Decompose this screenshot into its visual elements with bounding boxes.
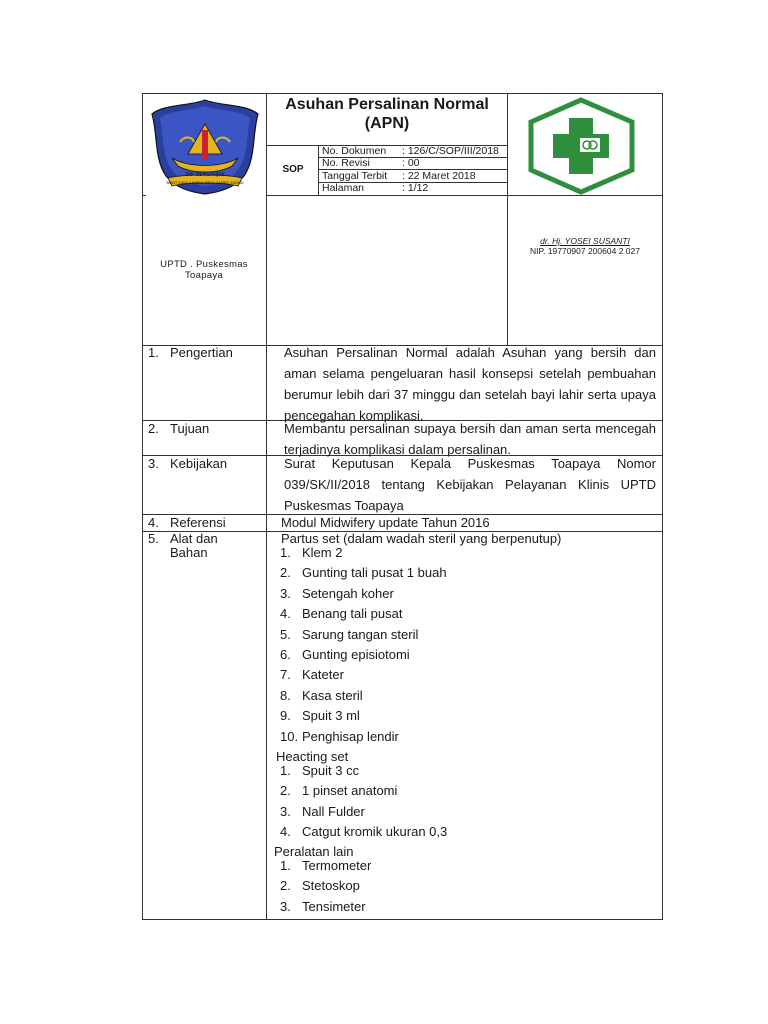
list-item-number: 2. bbox=[280, 878, 291, 894]
label-line: Alat dan bbox=[170, 531, 218, 546]
list-item bbox=[280, 586, 447, 606]
list-item-text: Spuit 3 cc bbox=[302, 763, 360, 778]
list-item bbox=[280, 688, 447, 708]
svg-text:BUKIT SAKA SAMBUL DESA SAMBU S: BUKIT SAKA SAMBUL DESA SAMBU SUSEDI bbox=[166, 181, 244, 185]
list-item-text: Kateter bbox=[302, 667, 344, 683]
list-item-text: Kasa steril bbox=[302, 687, 363, 703]
list-item-text: Benang tali pusat bbox=[302, 606, 403, 622]
list-item-number: 3. bbox=[280, 898, 291, 914]
list-item bbox=[280, 804, 447, 824]
meta-row bbox=[322, 183, 428, 194]
section-label-kebijakan bbox=[148, 457, 227, 471]
list-item-number: 5. bbox=[280, 626, 291, 642]
peralatan-lain-list bbox=[280, 858, 371, 919]
list-item bbox=[280, 545, 447, 565]
organization-name: UPTD . Puskesmas Toapaya bbox=[160, 259, 248, 281]
list-item-text: Catgut kromik ukuran 0,3 bbox=[302, 824, 448, 840]
list-item bbox=[280, 878, 371, 898]
list-item-number: 10. bbox=[280, 728, 299, 744]
meta-value: : 126/C/SOP/III/2018 bbox=[402, 145, 499, 157]
list-item-number: 1. bbox=[280, 545, 291, 560]
list-item bbox=[280, 606, 447, 626]
list-item bbox=[280, 729, 447, 749]
heacting-set-heading: Heacting set bbox=[276, 749, 349, 764]
list-item-number: 3. bbox=[280, 803, 291, 819]
list-item-number: 8. bbox=[280, 687, 291, 703]
label-line: Bahan bbox=[170, 545, 208, 560]
meta-value: : 00 bbox=[402, 157, 420, 169]
list-item-text: Nall Fulder bbox=[302, 803, 365, 819]
list-item-number: 1. bbox=[280, 858, 291, 873]
list-item bbox=[280, 824, 447, 844]
table-divider bbox=[318, 145, 319, 195]
section-number: 5. bbox=[148, 531, 159, 546]
peralatan-lain-heading: Peralatan lain bbox=[274, 844, 354, 859]
partus-set-heading: Partus set (dalam wadah steril yang berpenutup) bbox=[281, 531, 562, 546]
list-item-number: 1. bbox=[280, 763, 291, 778]
section-label-alat-bahan bbox=[148, 532, 218, 560]
meta-key: No. Dokumen bbox=[322, 145, 387, 157]
meta-row bbox=[322, 171, 476, 182]
puskesmas-logo bbox=[524, 96, 639, 196]
partus-set-list bbox=[280, 545, 447, 749]
section-text-pengertian: Asuhan Persalinan Normal adalah Asuhan yang bersih dan aman selama pengeluaran hasil konsepsi setelah pembuahan berumur lebih dari 37 minggu dan setelah bayi lahir serta upaya pencegahan komplikasi. bbox=[284, 345, 656, 423]
list-item-text: Setengah koher bbox=[302, 585, 394, 601]
list-item bbox=[280, 858, 371, 878]
section-text-referensi: Modul Midwifery update Tahun 2016 bbox=[281, 515, 490, 530]
list-item bbox=[280, 647, 447, 667]
list-item-text: Gunting episiotomi bbox=[302, 646, 410, 662]
list-item-text: 1 pinset anatomi bbox=[302, 783, 398, 799]
list-item-number: 4. bbox=[280, 824, 291, 840]
section-text-tujuan: Membantu persalinan supaya bersih dan aman serta mencegah terjadinya komplikasi dalam persalinan. bbox=[284, 421, 656, 457]
section-label-text: Pengertian bbox=[170, 345, 233, 360]
sop-label: SOP bbox=[282, 164, 304, 175]
section-label-pengertian bbox=[148, 346, 233, 360]
list-item-text: Penghisap lendir bbox=[302, 728, 399, 744]
list-item bbox=[280, 763, 447, 783]
section-number: 4. bbox=[148, 515, 159, 530]
list-item-text: Spuit 3 ml bbox=[302, 708, 360, 724]
list-item-number: 3. bbox=[280, 585, 291, 601]
list-item-text: Termometer bbox=[302, 858, 372, 873]
list-item bbox=[280, 708, 447, 728]
signer-block bbox=[510, 236, 660, 256]
section-label-text: Tujuan bbox=[170, 421, 210, 436]
heacting-set-list bbox=[280, 763, 447, 845]
svg-text:TAK BERGANJAK: TAK BERGANJAK bbox=[184, 172, 226, 178]
list-item-text: Tensimeter bbox=[302, 898, 366, 914]
signer-nip: NIP. 19770907 200604 2 027 bbox=[530, 246, 640, 256]
list-item-number: 6. bbox=[280, 646, 291, 662]
section-label-tujuan bbox=[148, 422, 209, 436]
meta-row bbox=[322, 158, 420, 169]
section-number: 1. bbox=[148, 345, 159, 360]
section-label-referensi bbox=[148, 516, 226, 530]
meta-value: : 22 Maret 2018 bbox=[402, 170, 476, 182]
list-item-number: 4. bbox=[280, 606, 291, 622]
document-title: Asuhan Persalinan Normal (APN) bbox=[285, 96, 489, 132]
meta-key: No. Revisi bbox=[322, 157, 370, 169]
section-label-text: Kebijakan bbox=[170, 456, 228, 471]
list-item-text: Gunting tali pusat 1 buah bbox=[302, 565, 447, 581]
list-item bbox=[280, 565, 447, 585]
meta-row bbox=[322, 146, 499, 157]
meta-key: Halaman bbox=[322, 182, 365, 194]
meta-key: Tanggal Terbit bbox=[322, 170, 388, 182]
section-label-text: Referensi bbox=[170, 515, 226, 530]
list-item-number: 2. bbox=[280, 565, 291, 581]
list-item bbox=[280, 627, 447, 647]
signer-name: dr. Hj. YOSEI SUSANTI bbox=[540, 236, 630, 246]
meta-value: : 1/12 bbox=[402, 182, 429, 194]
regional-emblem-logo bbox=[148, 96, 262, 196]
list-item-text: Stetoskop bbox=[302, 878, 360, 894]
list-item-number: 9. bbox=[280, 708, 291, 724]
table-divider bbox=[507, 93, 508, 345]
table-divider bbox=[142, 195, 146, 196]
section-text-kebijakan: Surat Keputusan Kepala Puskesmas Toapaya Nomor 039/SK/II/2018 tentang Kebijakan Pelayanan Klinis UPTD Puskesmas Toapaya bbox=[284, 456, 656, 513]
list-item-number: 2. bbox=[280, 783, 291, 799]
section-number: 3. bbox=[148, 456, 159, 471]
list-item bbox=[280, 899, 371, 919]
table-divider bbox=[266, 195, 507, 196]
section-label-text bbox=[170, 532, 218, 560]
list-item-number: 7. bbox=[280, 667, 291, 683]
section-number: 2. bbox=[148, 421, 159, 436]
list-item-text: Klem 2 bbox=[302, 545, 343, 560]
table-divider bbox=[266, 93, 267, 920]
list-item bbox=[280, 783, 447, 803]
list-item bbox=[280, 667, 447, 687]
list-item-text: Sarung tangan steril bbox=[302, 626, 419, 642]
